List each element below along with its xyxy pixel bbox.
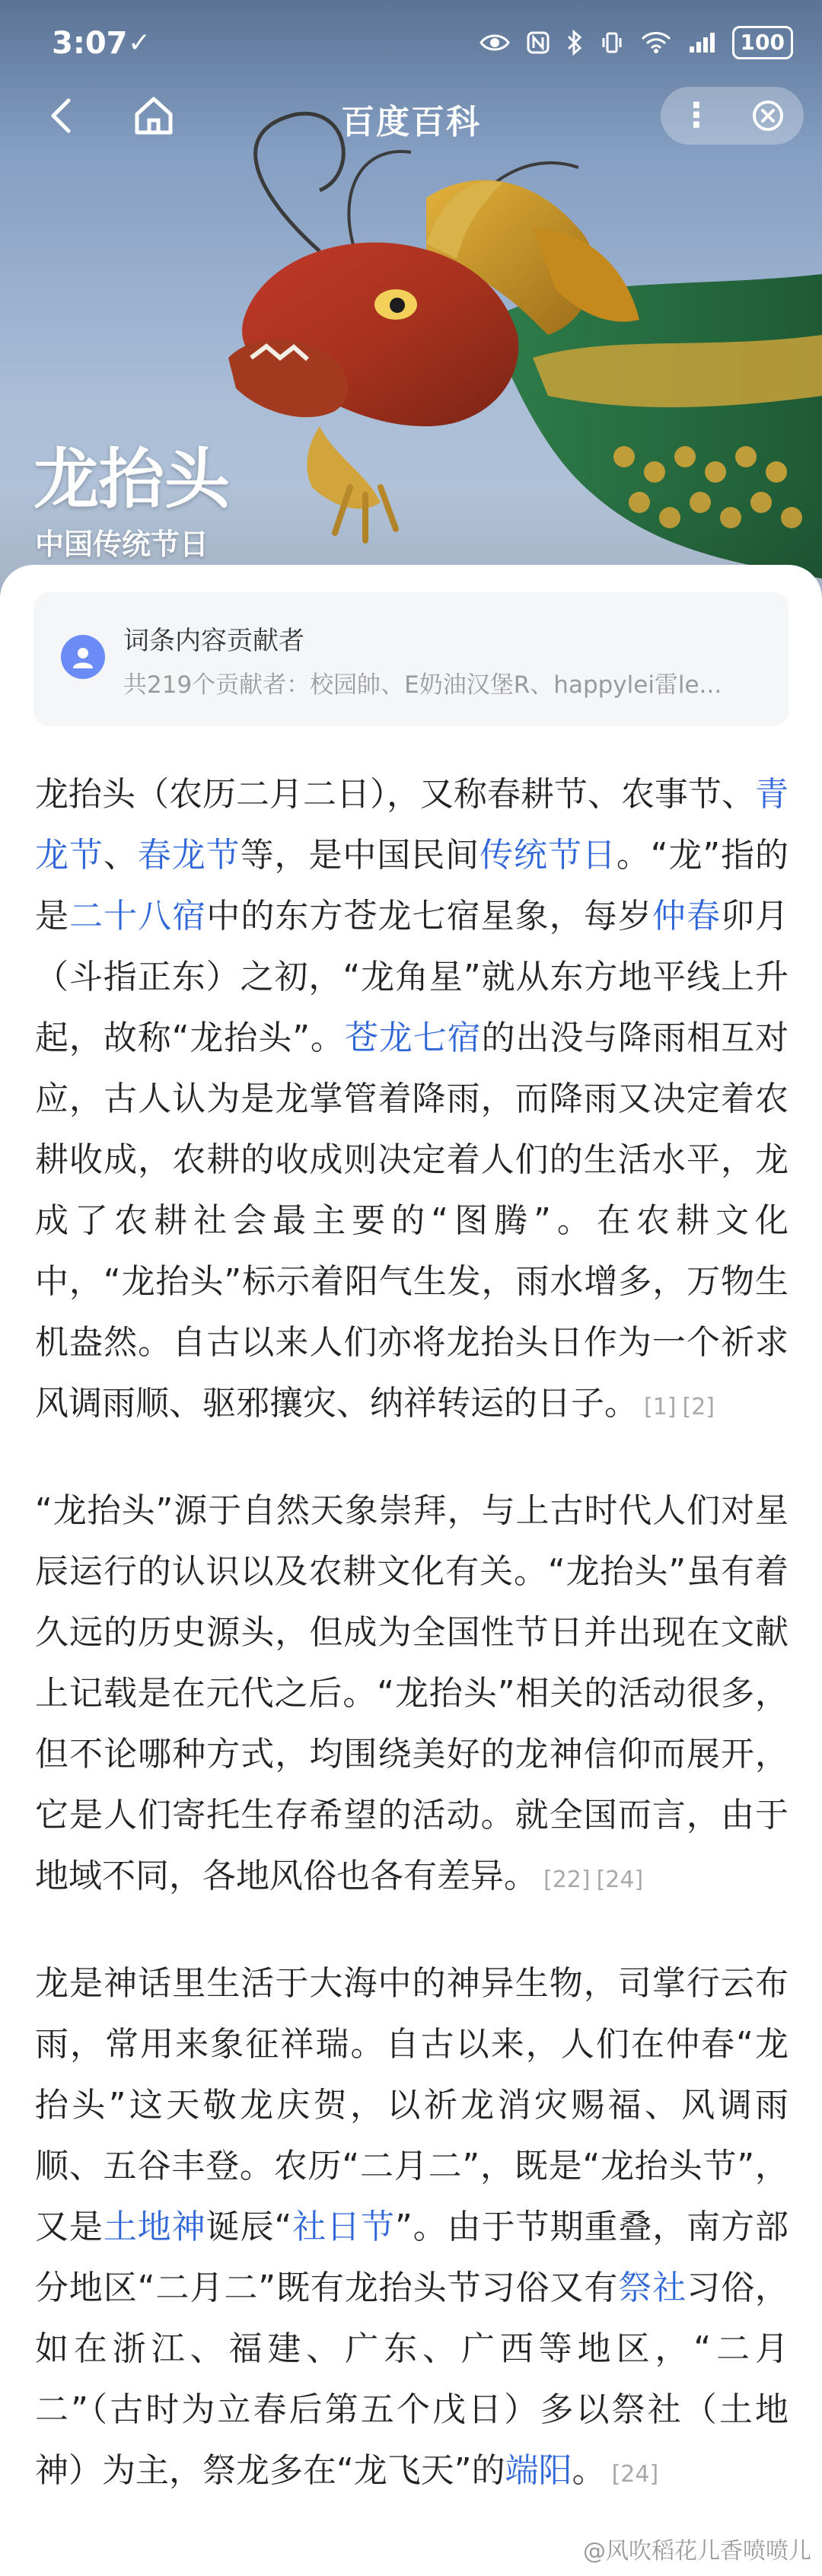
contributors-list: 共219个贡献者：校园帥、E奶油汉堡R、happylei雷le...	[123, 671, 722, 699]
paragraph	[35, 764, 789, 1438]
wifi-icon	[641, 31, 671, 54]
status-icons	[480, 26, 793, 59]
mini-program-capsule	[661, 87, 804, 145]
paragraph-text: 龙抬头（农历二月二日），又称春耕节、农事节、	[35, 775, 755, 814]
reference-marker[interactable]: [2]	[682, 1394, 715, 1420]
paragraph-text: 的出没与降雨相互对应，古人认为是龙掌管着降雨，而降雨又决定着农耕收成，农耕的收成则决定着人们的生活水平，龙成了农耕社会最主要的“图腾”。在农耕文化中，“龙抬头”标示着阳气生发，雨水增多，万物生机盎然。自古以来人们亦将龙抬头日作为一个祈求风调雨顺、驱邪攘灾、纳祥转运的日子。	[35, 1019, 789, 1423]
content-panel	[0, 565, 822, 2576]
article-link[interactable]: 春龙节	[137, 836, 241, 875]
paragraph-text: 、	[103, 836, 138, 875]
article-link[interactable]: 仲春	[652, 897, 721, 936]
watermark: @风吹稻花儿香喷喷儿	[583, 2538, 811, 2565]
battery-indicator: 100	[732, 26, 793, 59]
reference-marker[interactable]: [1]	[644, 1394, 677, 1420]
check-badge-icon: ✓	[128, 27, 151, 59]
paragraph-text: ”。由于节期重叠，南方部分地区“二月二”既有龙抬头节习俗又有	[35, 2208, 789, 2307]
nav-bar	[0, 84, 822, 148]
article-link[interactable]: 二十八宿	[69, 897, 207, 936]
nfc-icon	[527, 31, 550, 54]
eye-icon	[480, 32, 510, 53]
reference-marker[interactable]: [24]	[596, 1867, 644, 1893]
article-link[interactable]: 苍龙七宿	[344, 1019, 482, 1057]
paragraph-text: 卯月（斗指正东）之初，“龙角星”就从东方地平线上升起，故称“龙抬头”。	[35, 897, 789, 1057]
paragraph-text: 习俗，如在浙江、福建、广东、广西等地区，“二月二”（古时为立春后第五个戊日）多以祭社（土地神）为主，祭龙多在“龙飞天”的	[35, 2268, 789, 2490]
vibrate-icon	[600, 30, 624, 55]
paragraph-text: 龙是神话里生活于大海中的神异生物，司掌行云布雨，常用来象征祥瑞。自古以来，人们在仲春“龙抬头”这天敬龙庆贺，以祈龙消灾赐福、风调雨顺、五谷丰登。农历“二月二”，既是“龙抬头节”，又是	[35, 1964, 789, 2246]
paragraph-text: 诞辰“	[206, 2208, 292, 2246]
status-bar	[0, 0, 822, 90]
hero-banner	[0, 0, 822, 609]
article-link[interactable]: 传统节日	[480, 836, 616, 875]
paragraph-text: 。“龙”指的是	[35, 836, 789, 936]
page-subtitle: 中国传统节日	[35, 528, 209, 561]
article-link[interactable]: 祭社	[618, 2268, 687, 2307]
paragraph-text: 。	[572, 2451, 606, 2490]
nav-title: 百度百科	[341, 103, 481, 142]
bluetooth-icon	[566, 30, 583, 56]
article-link[interactable]: 社日节	[292, 2208, 396, 2246]
status-time: 3:07	[52, 26, 128, 61]
page-title: 龙抬头	[33, 442, 230, 518]
close-icon	[751, 99, 785, 132]
paragraph-text: “龙抬头”源于自然天象崇拜，与上古时代人们对星辰运行的认识以及农耕文化有关。“龙抬头”虽有着久远的历史源头，但成为全国性节日并出现在文献上记载是在元代之后。“龙抬头”相关的活动很多，但不论哪种方式，均围绕美好的龙神信仰而展开，它是人们寄托生存希望的活动。就全国而言，由于地域不同，各地风俗也各有差异。	[35, 1491, 789, 1895]
paragraph	[35, 1953, 789, 2505]
article-link[interactable]: 端阳	[505, 2451, 572, 2490]
reference-marker[interactable]: [24]	[611, 2461, 659, 2488]
contributors-title: 词条内容贡献者	[123, 626, 304, 656]
paragraph-text: 中的东方苍龙七宿星象，每岁	[206, 897, 652, 936]
signal-icon	[688, 31, 715, 54]
contributors-card[interactable]	[33, 592, 789, 726]
reference-marker[interactable]: [22]	[543, 1867, 591, 1893]
article-body	[35, 764, 789, 2548]
paragraph-text: 等，是中国民间	[240, 836, 480, 875]
article-link[interactable]: 土地神	[103, 2208, 206, 2246]
close-button[interactable]	[732, 87, 804, 145]
user-icon	[61, 635, 105, 679]
paragraph	[35, 1481, 789, 1911]
article-link[interactable]: 青龙节	[35, 775, 789, 875]
more-options-icon[interactable]: ⋮	[680, 96, 713, 135]
